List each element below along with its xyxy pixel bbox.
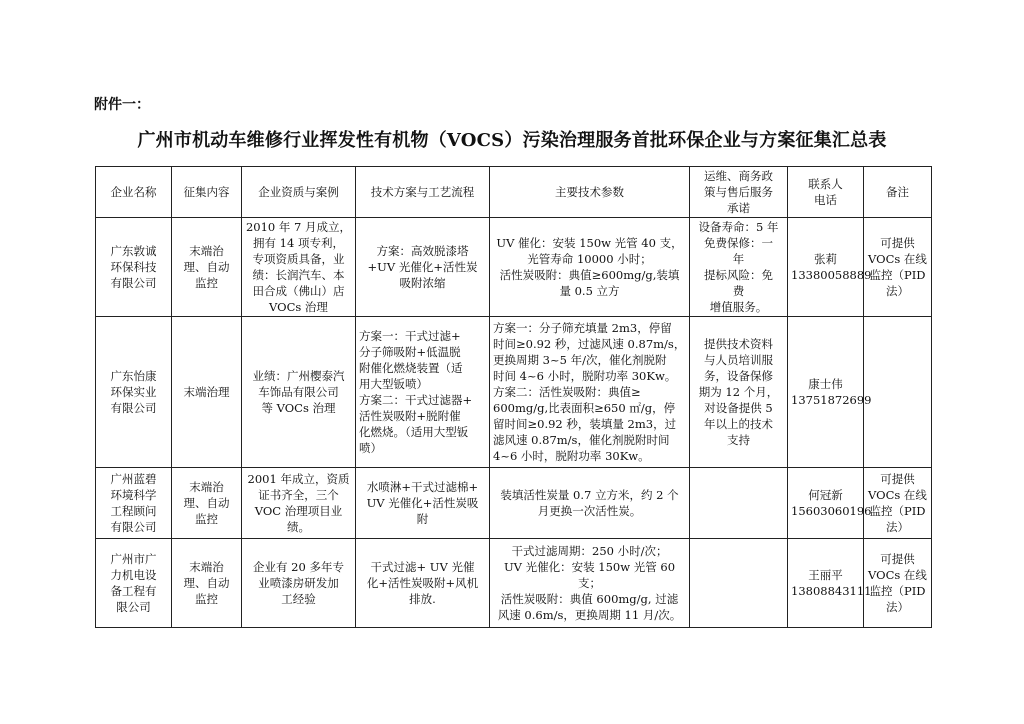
cell-line: 环保实业	[110, 385, 157, 399]
cell-line: 等 VOCs 治理	[261, 401, 336, 415]
attachment-label: 附件一：	[94, 97, 150, 113]
cell-line: 有限公司	[110, 276, 157, 290]
remark-cell	[864, 468, 932, 539]
cell-line: 装填活性炭量 0.7 立方米，约 2 个	[500, 488, 679, 502]
scheme-cell	[356, 218, 490, 317]
header-cell	[96, 167, 172, 218]
cell-line: 支持	[727, 433, 750, 447]
cell-line: 更换周期 3~5 年/次，催化剂脱附	[493, 353, 667, 367]
cell-line: 化+活性炭吸附+风机	[366, 576, 479, 590]
qualification-cell	[242, 539, 356, 628]
table-row	[96, 317, 932, 468]
cell-line: 2010 年 7 月成立，	[245, 220, 352, 234]
cell-line: 干式过滤周期：250 小时/次；	[511, 544, 668, 558]
cell-line: 方案二：干式过滤器+	[359, 393, 473, 407]
cell-line: 费	[732, 284, 745, 298]
cell-line: 13380058889	[791, 268, 872, 282]
params-cell	[490, 218, 690, 317]
header-cell	[490, 167, 690, 218]
document-title: 广州市机动车维修行业挥发性有机物（VOCS）污染治理服务首批环保企业与方案征集汇总表	[137, 130, 887, 151]
cell-line: 监控（PID	[869, 504, 926, 518]
cell-line: 活性炭吸附+脱附催	[359, 409, 461, 423]
cell-line: 限公司	[116, 600, 151, 614]
cell-line: 张莉	[814, 252, 837, 266]
scheme-cell	[356, 317, 490, 468]
cell-line: 年以上的技术	[704, 417, 773, 431]
contact-cell	[788, 468, 872, 539]
scheme-cell	[356, 468, 490, 539]
cell-line: UV 催化：安装 150w 光管 40 支，	[496, 236, 683, 250]
cell-line: 田合成（佛山）店	[252, 284, 345, 298]
cell-line: 环境科学	[110, 488, 157, 502]
cell-line: 设备寿命：5 年	[698, 220, 779, 234]
cell-line: 征集内容	[183, 185, 230, 199]
cell-line: 与人员培训服	[704, 353, 773, 367]
cell-line: 年	[732, 252, 745, 266]
table-row	[96, 539, 932, 628]
header-cell	[864, 167, 932, 218]
cell-line: 理、自动	[183, 496, 230, 510]
cell-line: 广州市广	[110, 552, 157, 566]
cell-line: 法）	[886, 600, 909, 614]
cell-line: 可提供	[880, 236, 915, 250]
cell-line: 对设备提供 5	[704, 401, 773, 415]
cell-line: 监控	[195, 512, 218, 526]
cell-line: 策与售后服务	[704, 185, 773, 199]
content-cell	[172, 468, 242, 539]
header-cell	[356, 167, 490, 218]
cell-line: VOCs 在线	[868, 488, 927, 502]
cell-line: 可提供	[880, 552, 915, 566]
cell-line: 附	[416, 512, 429, 526]
params-cell	[490, 539, 690, 628]
cell-line: 环保科技	[110, 260, 157, 274]
cell-line: 末端治理	[183, 385, 230, 399]
service-cell	[690, 317, 788, 468]
cell-line: 理、自动	[183, 260, 230, 274]
cell-line: 监控（PID	[869, 268, 926, 282]
cell-line: 附催化燃烧装置（适	[359, 361, 463, 375]
cell-line: 备注	[886, 185, 909, 199]
remark-cell	[864, 317, 932, 468]
table-row	[96, 218, 932, 317]
cell-line: 末端治	[189, 480, 224, 494]
cell-line: 有限公司	[110, 520, 157, 534]
cell-line: 排放.	[409, 592, 436, 606]
cell-line: 活性炭吸附：典值 600mg/g, 过滤	[500, 592, 679, 606]
cell-line: VOCs 治理	[269, 300, 328, 314]
cell-line: 康士伟	[808, 377, 843, 391]
remark-cell	[864, 539, 932, 628]
table-header-row	[96, 167, 932, 218]
service-cell	[690, 218, 788, 317]
cell-line: 绩。	[287, 520, 310, 534]
cell-line: 用大型钣喷）	[359, 377, 428, 391]
cell-line: 广东敦诚	[110, 244, 157, 258]
qualification-cell	[242, 317, 356, 468]
cell-line: 分子筛吸附+低温脱	[359, 345, 461, 359]
cell-line: 技术方案与工艺流程	[370, 185, 475, 199]
cell-line: VOC 治理项目业	[254, 504, 343, 518]
cell-line: 4~6 小时，脱附功率 30Kw。	[493, 449, 650, 463]
cell-line: VOCs 在线	[868, 252, 927, 266]
cell-line: 13808843111	[791, 584, 872, 598]
cell-line: 广东怡康	[110, 369, 157, 383]
cell-line: 增值服务。	[709, 300, 768, 314]
cell-line: 备工程有	[110, 584, 157, 598]
params-cell	[490, 317, 690, 468]
service-cell	[690, 539, 788, 628]
header-cell	[242, 167, 356, 218]
cell-line: 广州蓝碧	[110, 472, 157, 486]
qualification-cell	[242, 468, 356, 539]
cell-line: 企业资质与案例	[258, 185, 339, 199]
cell-line: 末端治	[189, 244, 224, 258]
contact-cell	[788, 539, 872, 628]
cell-line: 方案一：分子筛充填量 2m3，停留	[493, 321, 672, 335]
cell-line: 监控	[195, 592, 218, 606]
cell-line: 理、自动	[183, 576, 230, 590]
header-cell	[690, 167, 788, 218]
cell-line: 企业有 20 多年专	[253, 560, 344, 574]
cell-line: 免费保修：一	[704, 236, 773, 250]
cell-line: 企业名称	[110, 185, 157, 199]
summary-table	[95, 166, 932, 628]
cell-line: 期为 12 个月，	[698, 385, 779, 399]
table-row	[96, 468, 932, 539]
service-cell	[690, 468, 788, 539]
company-cell	[96, 218, 172, 317]
cell-line: 15603060196	[791, 504, 872, 518]
content-cell	[172, 539, 242, 628]
cell-line: 证书齐全，三个	[258, 488, 339, 502]
cell-line: 时间 4~6 小时，脱附功率 30Kw。	[493, 369, 677, 383]
cell-line: 业绩：广州樱泰汽	[252, 369, 345, 383]
cell-line: 风速 0.6m/s，更换周期 11 月/次。	[497, 608, 682, 622]
cell-line: 拥有 14 项专利，	[253, 236, 344, 250]
cell-line: UV 光催化：安装 150w 光管 60 支；	[503, 560, 676, 590]
params-cell	[490, 468, 690, 539]
qualification-cell	[242, 218, 356, 317]
cell-line: 法）	[886, 520, 909, 534]
cell-line: 活性炭吸附：典值≥600mg/g,装填	[499, 268, 680, 282]
cell-line: 有限公司	[110, 401, 157, 415]
cell-line: 量 0.5 立方	[559, 284, 620, 298]
cell-line: 方案：高效脱漆塔	[376, 244, 469, 258]
remark-cell	[864, 218, 932, 317]
cell-line: 水喷淋+干式过滤棉+	[366, 480, 479, 494]
cell-line: 2001 年成立，资质	[247, 472, 350, 486]
cell-line: 法）	[886, 284, 909, 298]
cell-line: 末端治	[189, 560, 224, 574]
cell-line: 监控（PID	[869, 584, 926, 598]
company-cell	[96, 317, 172, 468]
cell-line: 工经验	[281, 592, 316, 606]
cell-line: 监控	[195, 276, 218, 290]
cell-line: VOCs 在线	[868, 568, 927, 582]
cell-line: 何冠新	[808, 488, 843, 502]
cell-line: 工程顾问	[110, 504, 157, 518]
cell-line: 联系人	[808, 177, 843, 191]
cell-line: 方案二：活性炭吸附：典值≥	[493, 385, 641, 399]
cell-line: 专项资质具备，业	[252, 252, 345, 266]
contact-cell	[788, 317, 872, 468]
cell-line: 干式过滤+ UV 光催	[370, 560, 475, 574]
cell-line: 吸附浓缩	[399, 276, 446, 290]
cell-line: 时间≥0.92 秒，过滤风速 0.87m/s，	[493, 337, 686, 351]
cell-line: 主要技术参数	[555, 185, 624, 199]
cell-line: 光管寿命 10000 小时；	[527, 252, 652, 266]
cell-line: 13751872699	[791, 393, 872, 407]
content-cell	[172, 317, 242, 468]
cell-line: 承诺	[727, 201, 750, 215]
cell-line: 月更换一次活性炭。	[537, 504, 642, 518]
cell-line: 力机电设	[110, 568, 157, 582]
content-cell	[172, 218, 242, 317]
company-cell	[96, 468, 172, 539]
header-cell	[172, 167, 242, 218]
cell-line: 务，设备保修	[704, 369, 773, 383]
cell-line: 电话	[814, 193, 837, 207]
cell-line: 方案一：干式过滤+	[359, 329, 461, 343]
cell-line: 提供技术资料	[704, 337, 773, 351]
cell-line: 可提供	[880, 472, 915, 486]
cell-line: 滤风速 0.87m/s，催化剂脱附时间	[493, 433, 670, 447]
cell-line: 业喷漆房研发加	[258, 576, 339, 590]
cell-line: 600mg/g,比表面积≥650 ㎡/g，停	[493, 401, 676, 415]
cell-line: UV 光催化+活性炭吸	[366, 496, 479, 510]
cell-line: 留时间≥0.92 秒，装填量 2m3，过	[493, 417, 677, 431]
cell-line: 化燃烧。（适用大型钣	[359, 425, 469, 439]
cell-line: 运维、商务政	[704, 169, 773, 183]
contact-cell	[788, 218, 872, 317]
cell-line: +UV 光催化+活性炭	[367, 260, 478, 274]
header-cell	[788, 167, 864, 218]
scheme-cell	[356, 539, 490, 628]
cell-line: 喷）	[359, 441, 382, 455]
cell-line: 提标风险：免	[704, 268, 773, 282]
cell-line: 王丽平	[808, 568, 843, 582]
company-cell	[96, 539, 172, 628]
cell-line: 车饰品有限公司	[258, 385, 339, 399]
cell-line: 绩：长润汽车、本	[252, 268, 345, 282]
